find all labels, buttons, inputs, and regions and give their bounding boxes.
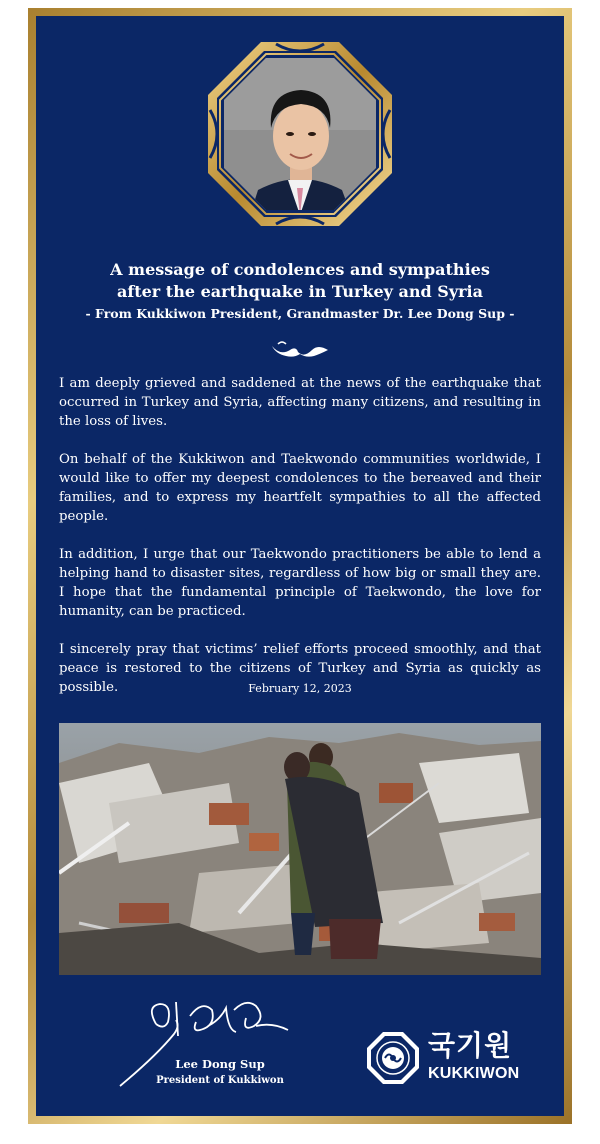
wave-ornament-icon bbox=[268, 338, 332, 360]
message-title-block bbox=[36, 259, 564, 324]
title-line-2: after the earthquake in Turkey and Syria bbox=[116, 282, 483, 301]
kukkiwon-emblem-icon bbox=[366, 1031, 420, 1085]
paragraph-2: On behalf of the Kukkiwon and Taekwondo communities worldwide, I would like to offer my deepest condolences to the bereaved and their families, and to express my heartfelt sympathies to all the affected people. bbox=[59, 452, 541, 524]
subtitle: - From Kukkiwon President, Grandmaster Dr. Lee Dong Sup - bbox=[85, 306, 515, 321]
earthquake-rubble-photo bbox=[59, 723, 541, 975]
title-line-1: A message of condolences and sympathies bbox=[110, 260, 490, 279]
signatory-title: President of Kukkiwon bbox=[156, 1075, 284, 1086]
message-body bbox=[59, 374, 541, 716]
logo-english-text: KUKKIWON bbox=[428, 1065, 520, 1082]
logo-korean-text: 국기원 bbox=[428, 1029, 513, 1062]
paragraph-3: In addition, I urge that our Taekwondo practitioners be able to lend a helping hand to disaster sites, regardless of how big or small they are. I hope that the fundamental principle of Taekwondo, the love for humanity, can be practiced. bbox=[59, 547, 541, 619]
signatory-name: Lee Dong Sup bbox=[175, 1057, 265, 1071]
paragraph-4: I sincerely pray that victims’ relief efforts proceed smoothly, and that peace is restored to the citizens of Turkey and Syria as quickly as possible. bbox=[59, 642, 541, 695]
portrait-photo bbox=[206, 40, 394, 228]
paragraph-1: I am deeply grieved and saddened at the news of the earthquake that occurred in Turkey and Syria, affecting many citizens, and resulting in the loss of lives. bbox=[59, 376, 541, 429]
message-date: February 12, 2023 bbox=[248, 682, 352, 695]
